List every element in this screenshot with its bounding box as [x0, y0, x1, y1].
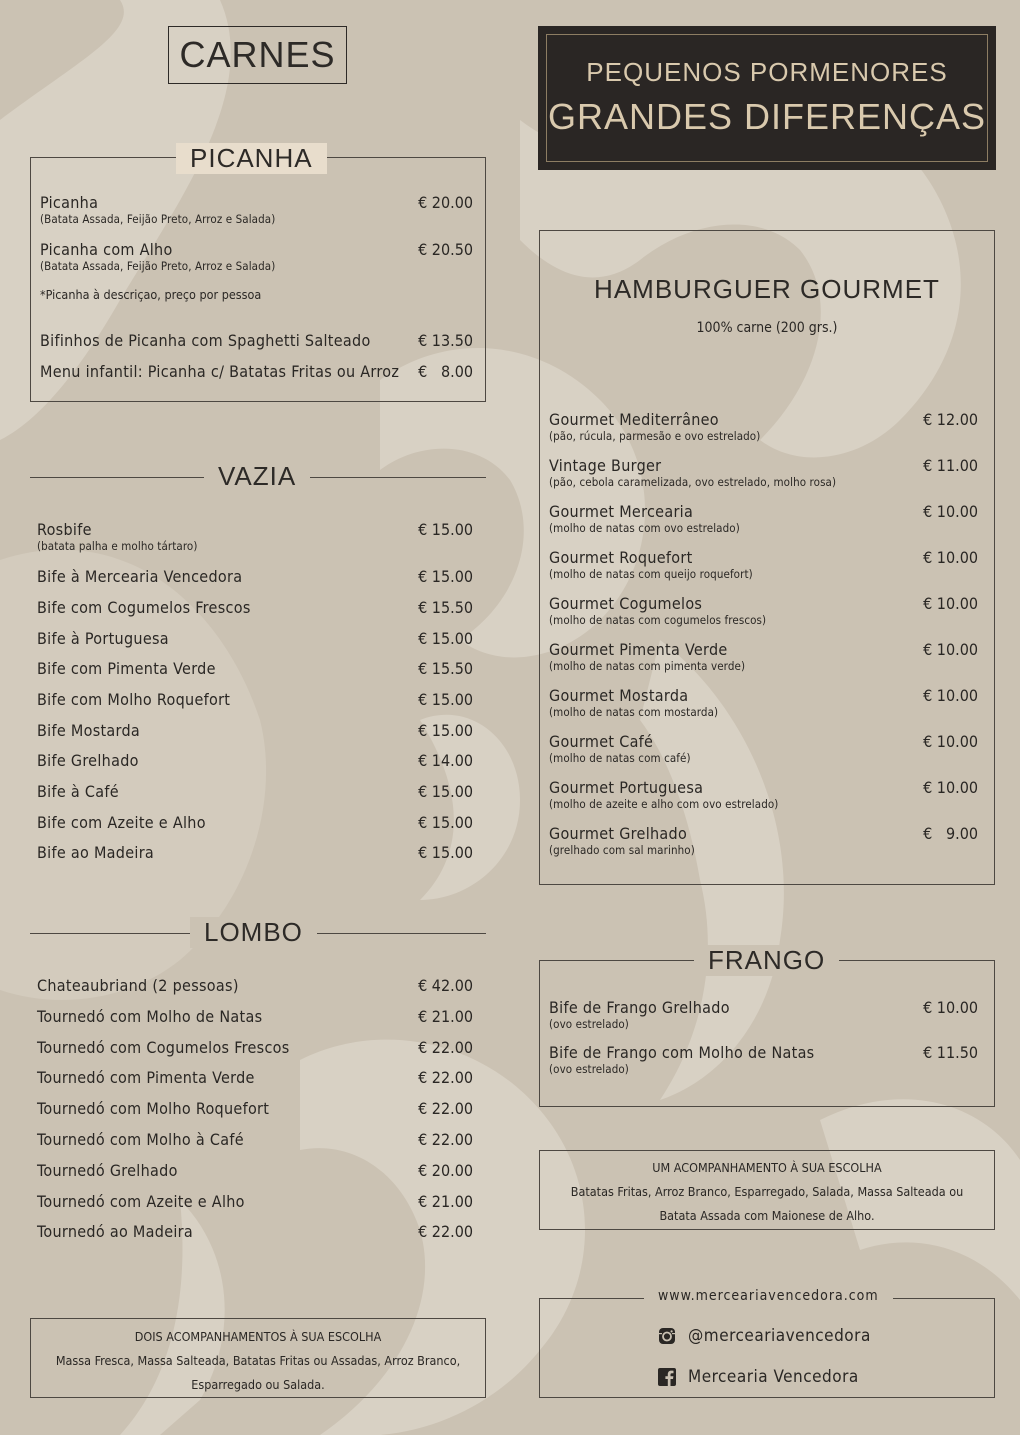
item-name: Gourmet Mediterrâneo: [549, 410, 719, 429]
item-price: € 22.00: [418, 1099, 473, 1119]
item-name: Vintage Burger: [549, 456, 662, 475]
menu-item: [37, 567, 242, 586]
menu-item: [37, 1192, 245, 1211]
item-price: € 11.00: [923, 456, 978, 475]
item-name: Bife à Mercearia Vencedora: [37, 567, 243, 586]
item-price: € 10.00: [923, 594, 978, 613]
instagram-link[interactable]: [658, 1326, 871, 1346]
menu-item: [37, 782, 119, 801]
item-name: Picanha com Alho: [40, 240, 173, 259]
item-name: Gourmet Mercearia: [549, 502, 694, 521]
instagram-handle: @merceariavencedora: [688, 1326, 871, 1346]
menu-item: [37, 751, 139, 770]
item-price: € 9.00: [923, 824, 978, 843]
item-name: Tournedó com Molho à Café: [37, 1130, 244, 1149]
menu-item: [549, 456, 836, 489]
menu-item: [549, 732, 691, 765]
side-dish-line-1: Batatas Fritas, Arroz Branco, Esparregado, Salada, Massa Salteada ou: [570, 1184, 964, 1199]
menu-item: [37, 520, 198, 553]
item-price: € 20.50: [418, 240, 473, 259]
item-price: € 10.00: [923, 686, 978, 705]
item-price: € 20.00: [418, 1160, 473, 1180]
item-name: Tournedó ao Madeira: [37, 1222, 194, 1242]
item-price: € 10.00: [923, 732, 978, 751]
item-description: (molho de natas com pimenta verde): [549, 659, 746, 673]
item-price: € 21.00: [418, 1006, 473, 1026]
menu-item: [549, 824, 695, 857]
item-price: € 42.00: [418, 976, 473, 995]
item-name: Gourmet Roquefort: [549, 548, 693, 567]
item-name: Tournedó com Cogumelos Frescos: [37, 1037, 290, 1057]
item-description: (molho de azeite e alho com ovo estrelado): [549, 797, 779, 811]
item-name: Bifinhos de Picanha com Spaghetti Salteado: [40, 331, 371, 350]
hamburguer-subheading: 100% carne (200 grs.): [696, 320, 838, 336]
item-price: € 12.00: [923, 410, 978, 429]
frango-heading: FRANGO: [694, 945, 839, 976]
menu-item: [37, 1130, 244, 1149]
item-description: (pão, rúcula, parmesão e ovo estrelado): [549, 429, 761, 443]
item-name: Bife de Frango com Molho de Natas: [549, 1043, 815, 1062]
menu-item: [37, 813, 206, 832]
hamburguer-heading: HAMBURGUER GOURMET: [594, 274, 940, 304]
item-price: € 22.00: [418, 1222, 473, 1242]
facebook-link[interactable]: [658, 1367, 859, 1387]
item-price: € 15.00: [418, 520, 473, 539]
item-name: Bife com Pimenta Verde: [37, 659, 216, 678]
menu-item: [37, 629, 169, 648]
item-price: € 10.00: [923, 778, 978, 797]
menu-item: [37, 1222, 193, 1241]
item-name: Bife com Cogumelos Frescos: [37, 598, 251, 617]
slogan-line-2: GRANDES DIFERENÇAS: [547, 96, 987, 137]
item-name: Menu infantil: Picanha c/ Batatas Fritas ou Arroz: [40, 362, 400, 381]
menu-item: [37, 1161, 178, 1180]
item-name: Gourmet Cogumelos: [549, 594, 703, 613]
item-price: € 15.00: [418, 629, 473, 648]
item-name: Bife à Café: [37, 782, 119, 801]
instagram-icon: [658, 1327, 676, 1345]
item-description: (molho de natas com queijo roquefort): [549, 567, 753, 581]
item-name: Gourmet Café: [549, 732, 654, 751]
item-price: € 22.00: [418, 1037, 473, 1057]
item-name: Bife ao Madeira: [37, 843, 155, 862]
item-name: Tournedó com Molho de Natas: [37, 1006, 263, 1026]
item-name: Tournedó com Pimenta Verde: [37, 1068, 255, 1088]
item-name: Bife com Azeite e Alho: [37, 813, 206, 832]
item-name: Bife Grelhado: [37, 751, 139, 770]
item-description: (molho de natas com café): [549, 751, 691, 765]
item-price: € 15.50: [418, 659, 473, 678]
vazia-heading: VAZIA: [204, 461, 310, 492]
side-dishes-line-2: Esparregado ou Salada.: [191, 1377, 325, 1392]
item-name: Chateaubriand (2 pessoas): [37, 976, 239, 995]
menu-item: [549, 1043, 815, 1076]
menu-item: [37, 598, 251, 617]
item-price: € 21.00: [418, 1191, 473, 1211]
item-price: € 15.00: [418, 782, 473, 801]
item-price: € 10.00: [923, 640, 978, 659]
menu-item: [549, 640, 745, 673]
item-description: (batata palha e molho tártaro): [37, 539, 198, 553]
menu-item: [549, 998, 730, 1031]
menu-item: [549, 778, 778, 811]
carnes-title: CARNES: [168, 26, 347, 84]
item-price: € 15.50: [418, 598, 473, 617]
side-dish-text: [539, 1156, 995, 1228]
menu-item: [40, 362, 399, 381]
slogan-line-1: PEQUENOS PORMENORES: [586, 57, 948, 87]
menu-item: [549, 410, 760, 443]
menu-item: [37, 1068, 255, 1087]
menu-item: [549, 548, 753, 581]
item-price: € 13.50: [418, 331, 473, 350]
menu-item: [40, 240, 275, 273]
menu-item: [37, 843, 154, 862]
item-price: € 10.00: [923, 998, 978, 1017]
menu-item: [37, 1038, 290, 1057]
item-price: € 15.00: [418, 721, 473, 740]
item-name: Bife de Frango Grelhado: [549, 998, 730, 1017]
item-price: € 11.50: [923, 1043, 978, 1062]
item-name: Tournedó com Molho Roquefort: [37, 1099, 270, 1119]
item-name: Bife à Portuguesa: [37, 629, 169, 648]
item-description: (pão, cebola caramelizada, ovo estrelado, molho rosa): [549, 475, 837, 489]
item-description: (Batata Assada, Feijão Preto, Arroz e Salada): [40, 212, 276, 226]
item-name: Gourmet Pimenta Verde: [549, 640, 728, 659]
menu-item: [37, 1007, 262, 1026]
item-name: Picanha: [40, 193, 99, 212]
menu-item: [37, 976, 239, 995]
item-price: € 8.00: [418, 362, 473, 381]
item-price: € 10.00: [923, 548, 978, 567]
item-name: Gourmet Grelhado: [549, 824, 688, 843]
item-price: € 22.00: [418, 1068, 473, 1088]
item-name: Gourmet Mostarda: [549, 686, 689, 705]
menu-item: [549, 502, 740, 535]
item-name: Gourmet Portuguesa: [549, 778, 704, 797]
item-description: (Batata Assada, Feijão Preto, Arroz e Salada): [40, 259, 276, 273]
frango-section: [539, 960, 995, 1107]
item-name: Bife Mostarda: [37, 721, 141, 740]
menu-item: [37, 690, 230, 709]
menu-item: [37, 721, 140, 740]
item-name: Tournedó com Azeite e Alho: [37, 1191, 245, 1211]
item-price: € 20.00: [418, 193, 473, 212]
item-description: (molho de natas com ovo estrelado): [549, 521, 740, 535]
menu-item: [549, 594, 766, 627]
item-price: € 15.00: [418, 567, 473, 586]
item-description: (ovo estrelado): [549, 1017, 629, 1031]
lombo-heading: LOMBO: [190, 917, 317, 948]
menu-item: [40, 331, 371, 350]
item-price: € 14.00: [418, 751, 473, 770]
item-description: (ovo estrelado): [549, 1062, 629, 1076]
side-dishes-line-1: Massa Fresca, Massa Salteada, Batatas Fritas ou Assadas, Arroz Branco,: [55, 1353, 461, 1368]
menu-item: [37, 659, 216, 678]
menu-item: [549, 686, 718, 719]
item-name: Rosbife: [37, 520, 92, 539]
slogan-banner: [538, 26, 996, 170]
item-price: € 15.00: [418, 813, 473, 832]
menu-item: [40, 193, 275, 226]
facebook-icon: [658, 1368, 676, 1386]
website-link[interactable]: www.merceariavencedora.com: [644, 1288, 893, 1304]
item-price: € 10.00: [923, 502, 978, 521]
menu-item: [37, 1099, 269, 1118]
side-dishes-title: DOIS ACOMPANHAMENTOS À SUA ESCOLHA: [134, 1329, 382, 1344]
facebook-page-name: Mercearia Vencedora: [688, 1367, 859, 1387]
picanha-heading: PICANHA: [176, 143, 327, 174]
item-price: € 22.00: [418, 1130, 473, 1149]
side-dishes-text: [30, 1325, 486, 1397]
item-name: Bife com Molho Roquefort: [37, 690, 231, 709]
side-dish-title: UM ACOMPANHAMENTO À SUA ESCOLHA: [652, 1160, 882, 1175]
picanha-note: *Picanha à descriçao, preço por pessoa: [40, 287, 262, 302]
side-dish-line-2: Batata Assada com Maionese de Alho.: [659, 1208, 875, 1223]
item-name: Tournedó Grelhado: [37, 1160, 178, 1180]
item-price: € 15.00: [418, 690, 473, 709]
item-price: € 15.00: [418, 843, 473, 862]
item-description: (molho de natas com mostarda): [549, 705, 719, 719]
item-description: (molho de natas com cogumelos frescos): [549, 613, 767, 627]
item-description: (grelhado com sal marinho): [549, 843, 695, 857]
